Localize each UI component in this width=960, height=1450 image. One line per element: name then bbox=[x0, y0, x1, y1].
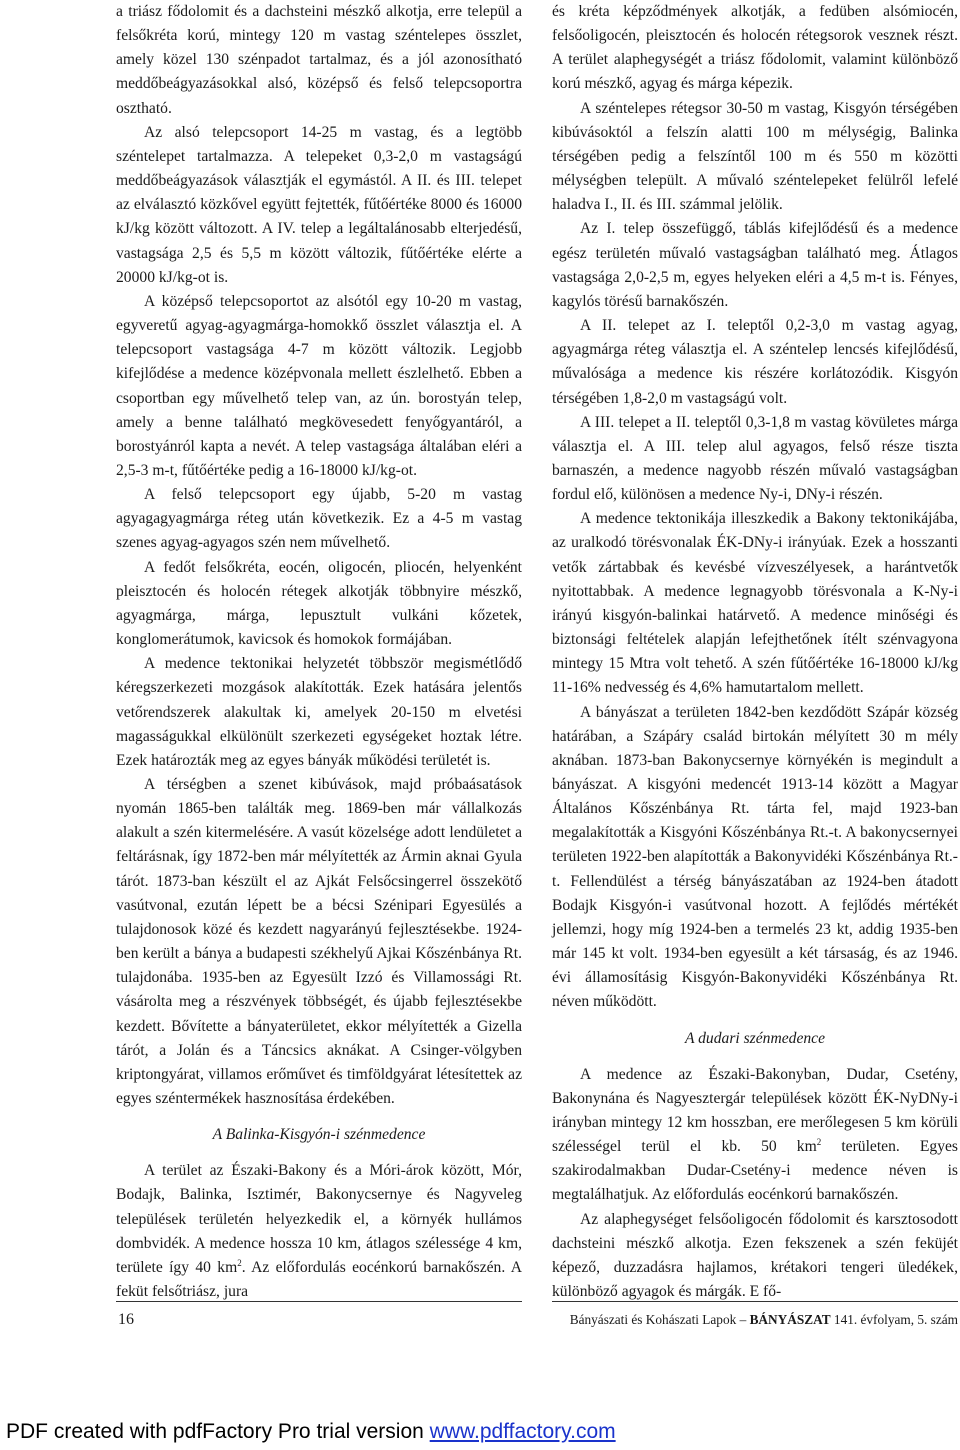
paragraph-text: . Az előfordulás eocénkorú barnakőszén. A feküt felsőtriász, jura bbox=[116, 1258, 522, 1300]
paragraph: A medence tektonikája illeszkedik a Bakony tektonikájába, az uralkodó törésvonalak ÉK-DNy-i irányúak. Ezek a hosszanti vetők zártabbak és kevésbé vízveszélyesek, a harántvetők nyitottabbak. A medence legnagyobb törésvonala a K-Ny-i irányú kisgyón-balinkai határvető. A medence minőségi és biztonsági feltételek alapján lefejthetőnek ítélt szénvagyona mintegy 15 Mtra volt tehető. A szén fűtőértéke 16-18000 kJ/kg 11-16% nedvesség és 4,6% hamutartalom mellett. bbox=[552, 510, 958, 697]
paragraph-text: területen. Egyes szakirodalmakban Dudar-Csetény-i medence néven is megtalálhatjuk. Az előfordulás eocénkorú barnakőszén. bbox=[552, 1138, 958, 1204]
paragraph: A széntelepes rétegsor 30-50 m vastag, Kisgyón térségében kibúvásoktól a felszín alatti 100 m mélységig, Balinka térségében pedig a felszíntől 100 m és 550 m közötti mélységben települt. A művaló széntelepeket felülről lefelé haladva I., II. és III. számmal jelölik. bbox=[552, 99, 958, 214]
section-heading: A dudari szénmedence bbox=[684, 1029, 826, 1047]
paragraph: A III. telepet a II. teleptől 0,3-1,8 m vastag kövületes márga választja el. A III. telep alul agyagos, felső része tiszta barnaszén, a medence nagyobb részén művaló vastagságban fordul elő, különösen a medence Ny-i, DNy-i részén. bbox=[552, 413, 958, 504]
paragraph: Az alaphegységet felsőoligocén fődolomit és karsztosodott dachsteini mészkő alkotja. Ezen fekszenek a szén feküjét képező, duzzadásra hajlamos, krétakori tengeri üledékek, különböző agyagok és márgák. E fő- bbox=[552, 1210, 958, 1300]
pdf-banner-text: PDF created with pdfFactory Pro trial version bbox=[6, 1420, 430, 1443]
journal-name: Bányászati és Kohászati Lapok – bbox=[569, 1312, 750, 1327]
paragraph: A középső telepcsoportot az alsótól egy 10-20 m vastag, egyveretű agyag-agyagmárga-homokkő összlet választja el. A telepcsoport vastagsága 4-7 m között változik. Legjobb kifejlődése a medence középvonala mellett észlelhető. Ebben a csoportban egy művelhető telep van, az ún. borostyán telep, amely a benne található megkövesedett fenyőgyantáról, a borostyánról kapta a nevét. A telep vastagsága általában eléri a 2,5-3 m-t, fűtőértéke pedig a 16-18000 kJ/kg-ot. bbox=[116, 292, 522, 479]
paragraph bbox=[552, 1063, 958, 1208]
paragraph: Az alsó telepcsoport 14-25 m vastag, és a legtöbb széntelepet tartalmazza. A telepeket 0,3-2,0 m vastagságú meddőbeágyazások választják el egymástól. A II. és III. telepet az elválasztó közkővel együtt fejtették, fűtőértéke 8000 és 16000 kJ/kg között változott. A IV. telep a legáltalánosabb elterjedésű, vastagsága 2,5 és 5,5 m között változik, fűtőértéke elérte a 20000 kJ/kg-ot is. bbox=[116, 123, 522, 286]
journal-issue: 141. évfolyam, 5. szám bbox=[830, 1312, 958, 1327]
paragraph: a triász fődolomit és a dachsteini mészkő alkotja, erre települ a felsőkréta korú, mintegy 120 m vastag széntelepes összlet, amely közel 130 szénpadot tartalmaz, és a jól azonosítható meddőbeágyazásokkal alsó, középső és felső telepcsoportra osztható. bbox=[116, 3, 522, 117]
paragraph bbox=[116, 1159, 522, 1304]
journal-footer bbox=[552, 1310, 958, 1330]
paragraph: A medence tektonikai helyzetét többször megismétlődő kéregszerkezeti mozgások alakították. Ezek hatására jelentős vetőrendszerek alakultak ki, amelyek 20-150 m elvetési magasságukkal elkülönült szerkezeti egységeket hoztak létre. Ezek határozták meg az egyes bányák működési területét is. bbox=[116, 655, 522, 769]
superscript: 2 bbox=[816, 1136, 822, 1147]
paragraph: A felső telepcsoport egy újabb, 5-20 m vastag agyagagyagmárga réteg után következik. Ez a 4-5 m vastag szenes agyag-agyagos szén nem művelhető. bbox=[116, 486, 522, 552]
footer-divider bbox=[552, 1301, 958, 1302]
journal-section: BÁNYÁSZAT bbox=[749, 1312, 831, 1327]
paragraph: A térségben a szenet kibúvások, majd próbaásatások nyomán 1865-ben találták meg. 1869-ben már vállalkozás alakult a szén kitermelésére. A vasút közelsége adott lendületet a feltárásnak, így 1872-ben már mélyítették az Ármin aknai Gyula tárót. 1873-ban készült el az Ajkát Felsőcsingerrel összekötő vasútvonal, ezután lépett be a bécsi Szénipari Egyesülés a tulajdonosok közé és kezdett nagyarányú fejlesztésekbe. 1924-ben került a bánya a budapesti székhelyű Ajkai Kőszénbánya Rt. tulajdonába. 1935-ben az Egyesült Izzó és Villamossági Rt. vásárolta meg a részvények többségét, és újabb fejlesztésekbe kezdett. Bővítette a bányaterületet, ekkor mélyítették a Gizella tárót, a Jolán és a Táncsics aknákat. A Csinger-völgyben kriptongyárat, villamos erőművet és timföldgyárat létesítettek az egyes széntermékek hasznosítása érdekében. bbox=[116, 776, 522, 1108]
paragraph: Az I. telep összefüggő, táblás kifejlődésű és a medence egész területén művaló vastagságban található meg. Átlagos vastagsága 2,0-2,5 m, egyes helyeken eléri a 4,5 m-t is. Fényes, kagylós törésű barnakőszén. bbox=[552, 220, 958, 310]
paragraph-text: A terület az Északi-Bakony és a Móri-árok között, Mór, Bodajk, Balinka, Isztimér, Bakonycsernye és Nagyveleg települések területén helyezkedik el, a környék hullámos dombvidék. A medence hossza 10 km, átlagos szélessége 4 km, területe így 40 km bbox=[116, 1162, 522, 1276]
paragraph: A fedőt felsőkréta, eocén, oligocén, pliocén, helyenként pleisztocén és holocén rétegek alkotják többnyire mészkő, agyagmárga, márga, lepusztult vulkáni kőzetek, konglomerátumok, kavicsok és homokok formájában. bbox=[116, 558, 522, 649]
page-number: 16 bbox=[118, 1311, 134, 1328]
paragraph: A bányászat a területen 1842-ben kezdődött Szápár község határában, a Szápáry család birtokán mélyített 30 m mély aknában. 1873-ban Bakonycsernye környékén is megindult a bányászat. A kisgyóni medencét 1913-14 között a Magyar Általános Kőszénbánya Rt. tárta fel, majd 1923-ban megalakították a Kisgyóni Kőszénbánya Rt.-t. A bakonycsernyei területen 1922-ben alapították a Bakonyvidéki Kőszénbánya Rt.-t. Fellendülést a térség bányászatában az 1924-ben átadott Bodajk Kisgyón-i vasútvonal hozott. A fejlődés mértékét jellemzi, hogy míg 1924-ben a termelés 23 kt, addig 1935-ben már 145 kt volt. 1934-ben egyesült a két társaság, és az 1946. évi államosításig Kisgyón-Bakonyvidéki Kőszénbánya Rt. néven működött. bbox=[552, 703, 958, 1011]
pdffactory-link[interactable]: www.pdffactory.com bbox=[429, 1420, 616, 1443]
section-heading: A Balinka-Kisgyón-i szénmedence bbox=[212, 1126, 426, 1144]
footer-divider bbox=[116, 1301, 522, 1302]
paragraph: és kréta képződmények alkotják, a fedüben alsómiocén, felsőoligocén, pleisztocén és holocén rétegsorok vesznek részt. A terület alaphegységét a triász fődolomit, valamint különböző korú mészkő, agyag és márga képezik. bbox=[552, 3, 958, 93]
pdf-trial-banner bbox=[0, 1414, 960, 1450]
paragraph-text: A medence az Északi-Bakonyban, Dudar, Csetény, Bakonynána és Nagyesztergár települések között ÉK-NyDNy-i irányban mintegy 12 km hosszban, ere merőlegesen 5 km körüli szélességel terül el kb. 50 km bbox=[552, 1065, 958, 1156]
left-column bbox=[116, 0, 522, 1304]
superscript: 2 bbox=[237, 1257, 242, 1268]
paragraph: A II. telepet az I. teleptől 0,2-3,0 m vastag agyag, agyagmárga réteg választja el. A széntelep lencsés kifejlődésű, művalósága a medence kis részére korlátozódik. Kisgyón térségében 1,8-2,0 m vastagságú volt. bbox=[552, 317, 958, 407]
right-column bbox=[552, 0, 958, 1304]
